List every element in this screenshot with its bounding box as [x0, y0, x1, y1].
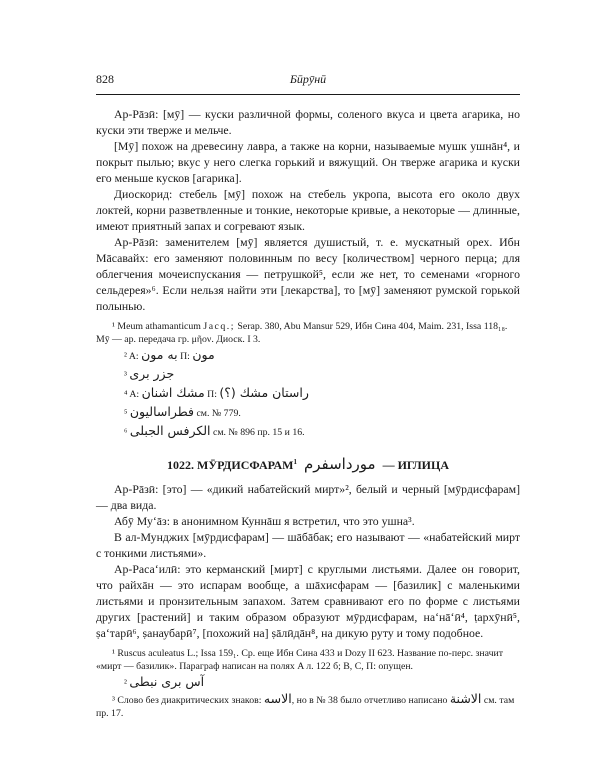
- entry-title: 1022. МӮРДИСФАРАМ: [167, 458, 294, 472]
- page-number: 828: [96, 72, 114, 86]
- paragraph: Ар-Рāзӣ: [это] — «дикий набатейский мирт»², белый и черный [мӯрдисфарам] — два вида.: [96, 482, 520, 512]
- entry-heading: 1022. МӮРДИСФАРАМ$^1$ مورداسفرم — ИГЛИЦА: [167, 455, 449, 473]
- footnote-1: ¹ Meum athamanticum Jacq.; Serap. 380, Abu Mansur 529, Ибн Сина 404, Maim. 231, Issa 118₁₈. Мӯ — ар. передача гр. μῆον. Диоск. I 3.: [96, 321, 508, 345]
- paragraph: В ал-Мунджих [мӯрдисфарам] — шāбāбак; его называют — «набатейский мирт с тонкими листьями».: [96, 530, 520, 560]
- footnote-5: ⁵ فطراساليون см. № 779.: [124, 404, 241, 419]
- entry-arabic: مورداسفرم: [303, 455, 376, 473]
- footnote-1: ¹ Ruscus aculeatus L.; Issa 159₁. Ср. еще Ибн Сина 433 и Dozy II 623. Название по-перс. значит «мирт — базилик». Параграф написан на полях A л. 122 б; B, C, П: опущен.: [96, 648, 504, 672]
- footnote-4: ⁴ A: مشك اشنان П: راستان مشك (؟): [124, 385, 309, 400]
- footnote-2: ² آس برى نبطى: [124, 674, 205, 689]
- footnote-3: ³ جزر برى: [124, 366, 175, 381]
- footnote-3: ³ Слово без диакритических знаков: الاسه, но в № 38 было отчетливо написано الاشنة см. там пр. 17.: [96, 691, 515, 719]
- page-header: [96, 72, 520, 88]
- footnote-2: ² A: به مون П: مون: [124, 347, 215, 362]
- paragraph: Ар-Рāзӣ: [мӯ] — куски различной формы, соленого вкуса и цвета агарика, но куски эти тверже и мельче.: [96, 107, 520, 137]
- page-body: [96, 106, 520, 720]
- entry-translation: — ИГЛИЦА: [382, 458, 449, 472]
- footnotes-section-2: [96, 647, 520, 720]
- header-rule: [96, 94, 520, 95]
- paragraph: Ар-Раса‘илӣ: это керманский [мирт] с круглыми листьями. Далее он говорит, что райхāн — это испарам вообще, а шāхисфарам — [базилик] с маленькими листьями и пронзительным запахом. Затем сравнивают его по форме с листьями других [растений] и таким образом образуют мӯрдисфарам, на‘нā‘ӣ⁴, ṭархӯнӣ⁵, ṣа‘тарӣ⁶, ṣанаубарӣ⁷, [похожий на] ṣāлӣдāн⁸, на дикую руту и тому подобное.: [96, 562, 520, 640]
- paragraph: Абӯ Му‘āз: в анонимном Куннāш я встретил, что это ушна³.: [114, 514, 415, 528]
- footnote-6: ⁶ الكرفس الجبلى см. № 896 пр. 15 и 16.: [124, 423, 305, 438]
- running-title: Бӣрӯнӣ: [289, 72, 327, 86]
- footnotes-section-1: [96, 320, 520, 441]
- paragraph: [Мӯ] похож на древесину лавра, а также на корни, называемые мушк ушнāн⁴, и покрыт пылью; вкус у него слегка горький и вяжущий. Он тверже агарика и куски его меньше кусков [агарика].: [96, 139, 520, 185]
- paragraph: Ар-Рāзӣ: заменителем [мӯ] является душистый, т. е. мускатный орех. Ибн Мāсавайх: его заменяют половинным по весу [количеством] черного перца; для облегчения мочеиспускания — петрушкой⁵, если же нет, то семенами «горного сельдерея»⁶. Если нельзя найти эти [лекарства], то [мӯ] заменяют румской горькой полынью.: [96, 235, 520, 313]
- paragraph: Диоскорид: стебель [мӯ] похож на стебель укропа, высота его около двух локтей, корни разветвленные и тонкие, некоторые кривые, а некоторые — длинные, имеют приятный запах и согревают язык.: [96, 187, 520, 233]
